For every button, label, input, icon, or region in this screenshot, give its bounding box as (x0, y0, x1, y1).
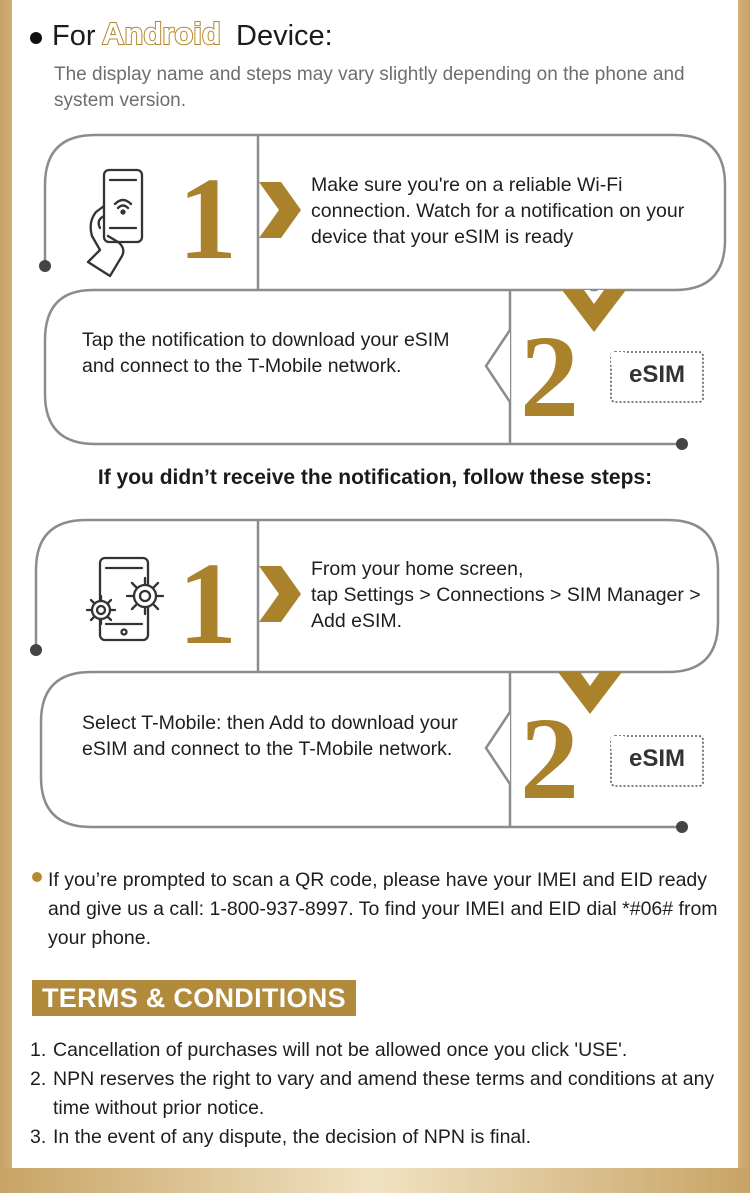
section2-step1-line2: tap Settings > Connections > SIM Manager > Add eSIM. (311, 584, 701, 632)
terms-item-text: Cancellation of purchases will not be allowed once you click 'USE'. (53, 1039, 628, 1061)
section1-step2-text: Tap the notification to download your eSIM and connect to the T-Mobile network. (82, 329, 450, 377)
terms-item-number: 1. (30, 1039, 47, 1061)
section1-step2-number: 2 (520, 311, 579, 442)
fallback-heading: If you didn’t receive the notification, follow these steps: (97, 466, 653, 489)
header-android-logo-text: Android (102, 16, 221, 51)
terms-item (30, 1036, 730, 1065)
section2-start-dot (30, 644, 42, 656)
header-note: The display name and steps may vary slightly depending on the phone and system version. (54, 64, 685, 111)
terms-title-banner: TERMS & CONDITIONS (32, 980, 356, 1016)
section1-start-dot (39, 260, 51, 272)
terms-list (30, 1036, 730, 1152)
bottom-gold-strip (0, 1168, 750, 1193)
section1-end-dot (676, 438, 688, 450)
terms-item-text: In the event of any dispute, the decision of NPN is final. (53, 1126, 532, 1148)
terms-item-number: 2. (30, 1068, 47, 1090)
qr-code-note: If you’re prompted to scan a QR code, please have your IMEI and EID ready and give us a call: 1-800-937-8997. To find your IMEI and EID dial *#06# from your phone. (48, 869, 718, 949)
terms-item-number: 3. (30, 1126, 47, 1148)
terms-item-text: NPN reserves the right to vary and amend these terms and conditions at any time without prior notice. (53, 1068, 715, 1119)
note-bullet (32, 872, 42, 882)
section2-step2-text: Select T-Mobile: then Add to download your eSIM and connect to the T-Mobile network. (82, 712, 458, 760)
terms-item (30, 1123, 730, 1152)
section1-esim-badge: eSIM (628, 361, 685, 388)
header-for: For (52, 20, 96, 52)
section1-step1-number: 1 (178, 153, 237, 284)
section2-step1-line1: From your home screen, (311, 558, 524, 580)
terms-item (30, 1065, 730, 1123)
section2-step1-text (311, 556, 706, 634)
section2-step2-number: 2 (520, 693, 579, 824)
header-device: Device: (236, 20, 333, 52)
section1-right-chevron (259, 182, 301, 238)
section1-step1-text: Make sure you're on a reliable Wi-Fi connection. Watch for a notification on your device that your eSIM is ready (311, 174, 685, 248)
section2-esim-badge: eSIM (628, 745, 685, 772)
phone-settings-gears-icon (87, 558, 163, 640)
section2-notch (486, 712, 510, 784)
section2-right-chevron (259, 566, 301, 622)
section2-end-dot (676, 821, 688, 833)
phone-wifi-hand-icon (88, 170, 142, 276)
section2-step1-number: 1 (178, 538, 237, 669)
section1-notch (486, 330, 510, 402)
